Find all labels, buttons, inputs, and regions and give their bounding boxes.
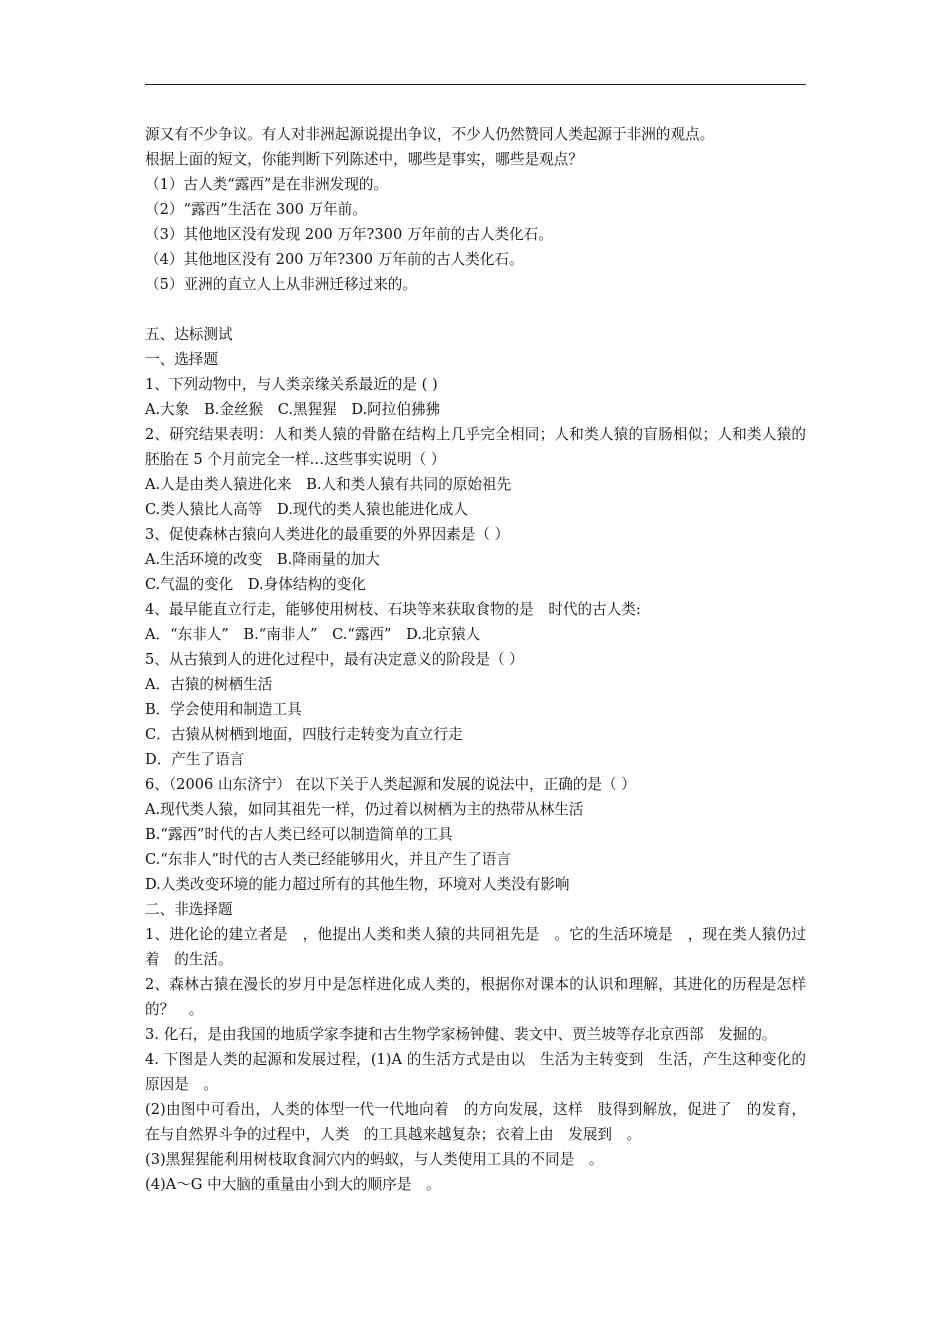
question-5-option-a: A．古猿的树栖生活 <box>145 676 273 693</box>
question-2-options-cd: C.类人猿比人高等 D.现代的类人猿也能进化成人 <box>145 501 468 518</box>
question-4-options: A．“东非人” B.“南非人” C.“露西” D.北京猿人 <box>145 626 481 643</box>
statement-item: （5）亚洲的直立人上从非洲迁移过来的。 <box>145 276 417 293</box>
question-5-option-c: C．古猿从树栖到地面，四肢行走转变为直立行走 <box>145 726 463 743</box>
nonchoice-question-4-part-3: (3)黑猩猩能利用树枝取食洞穴内的蚂蚁，与人类使用工具的不同是 。 <box>145 1151 604 1168</box>
statement-item: （4）其他地区没有 200 万年?300 万年前的古人类化石。 <box>145 251 524 268</box>
nonchoice-question-4-part-4: (4)A～G 中大脑的重量由小到大的顺序是 。 <box>145 1176 441 1193</box>
question-5: 5、从古猿到人的进化过程中，最有决定意义的阶段是（ ） <box>145 651 524 668</box>
question-6-option-a: A.现代类人猿，如同其祖先一样，仍过着以树栖为主的热带从林生活 <box>145 801 584 818</box>
question-6: 6、（2006 山东济宁） 在以下关于人类起源和发展的说法中，正确的是（ ） <box>145 776 636 793</box>
statement-item: （1）古人类“露西”是在非洲发现的。 <box>145 176 389 193</box>
question-4: 4、最早能直立行走，能够使用树枝、石块等来获取食物的是 时代的古人类: <box>145 601 641 618</box>
choice-heading: 一、选择题 <box>145 351 218 368</box>
nonchoice-question-4-part-2: (2)由图中可看出，人类的体型一代一代地向着 的方向发展，这样 肢得到解放，促进了 的发育，在与自然界斗争的过程中，人类 的工具越来越复杂；衣着上由 发展到 。 <box>145 1101 806 1143</box>
nonchoice-question-4: 4. 下图是人类的起源和发展过程，(1)A 的生活方式是由以 生活为主转变到 生活，产生这种变化的原因是 。 <box>145 1051 806 1093</box>
nonchoice-question-3: 3. 化石，是由我国的地质学家李捷和古生物学家杨钟健、裴文中、贾兰坡等存北京西部 发掘的。 <box>145 1026 777 1043</box>
nonchoice-question-2: 2、森林古猿在漫长的岁月中是怎样进化成人类的，根据你对课本的认识和理解，其进化的历程是怎样的？ 。 <box>145 976 806 1018</box>
question-1-options: A.大象 B.金丝猴 C.黑猩猩 D.阿拉伯狒狒 <box>145 401 441 418</box>
question-6-option-c: C.“东非人”时代的古人类已经能够用火，并且产生了语言 <box>145 851 511 868</box>
section-title: 五、达标测试 <box>145 326 233 343</box>
question-6-option-b: B.“露西”时代的古人类已经可以制造简单的工具 <box>145 826 453 843</box>
intro-line-2: 根据上面的短文，你能判断下列陈述中，哪些是事实，哪些是观点？ <box>145 151 583 168</box>
statement-item: （3）其他地区没有发现 200 万年?300 万年前的古人类化石。 <box>145 226 553 243</box>
header-rule <box>145 84 806 85</box>
question-2-options-ab: A.人是由类人猿进化来 B.人和类人猿有共同的原始祖先 <box>145 476 512 493</box>
question-3-options-ab: A.生活环境的改变 B.降雨量的加大 <box>145 551 380 568</box>
statement-item: （2）“露西”生活在 300 万年前。 <box>145 201 367 218</box>
nonchoice-heading: 二、非选择题 <box>145 901 233 918</box>
question-5-option-d: D．产生了语言 <box>145 751 245 768</box>
question-3-options-cd: C.气温的变化 D.身体结构的变化 <box>145 576 366 593</box>
document-body <box>145 122 806 1197</box>
nonchoice-question-1: 1、进化论的建立者是 ，他提出人类和类人猿的共同祖先是 。它的生活环境是 ，现在类人猿仍过着 的生活。 <box>145 926 806 968</box>
question-3: 3、促使森林古猿向人类进化的最重要的外界因素是（ ） <box>145 526 510 543</box>
question-5-option-b: B．学会使用和制造工具 <box>145 701 302 718</box>
question-6-option-d: D.人类改变环境的能力超过所有的其他生物，环境对人类没有影响 <box>145 876 570 893</box>
question-2: 2、研究结果表明：人和类人猿的骨骼在结构上几乎完全相同；人和类人猿的盲肠相似；人和类人猿的胚胎在 5 个月前完全一样…这些事实说明（ ） <box>145 426 806 468</box>
spacer <box>145 297 806 322</box>
intro-line-1: 源又有不少争议。有人对非洲起源说提出争议，不少人仍然赞同人类起源于非洲的观点。 <box>145 126 715 143</box>
question-1: 1、下列动物中，与人类亲缘关系最近的是 ( ) <box>145 376 438 393</box>
